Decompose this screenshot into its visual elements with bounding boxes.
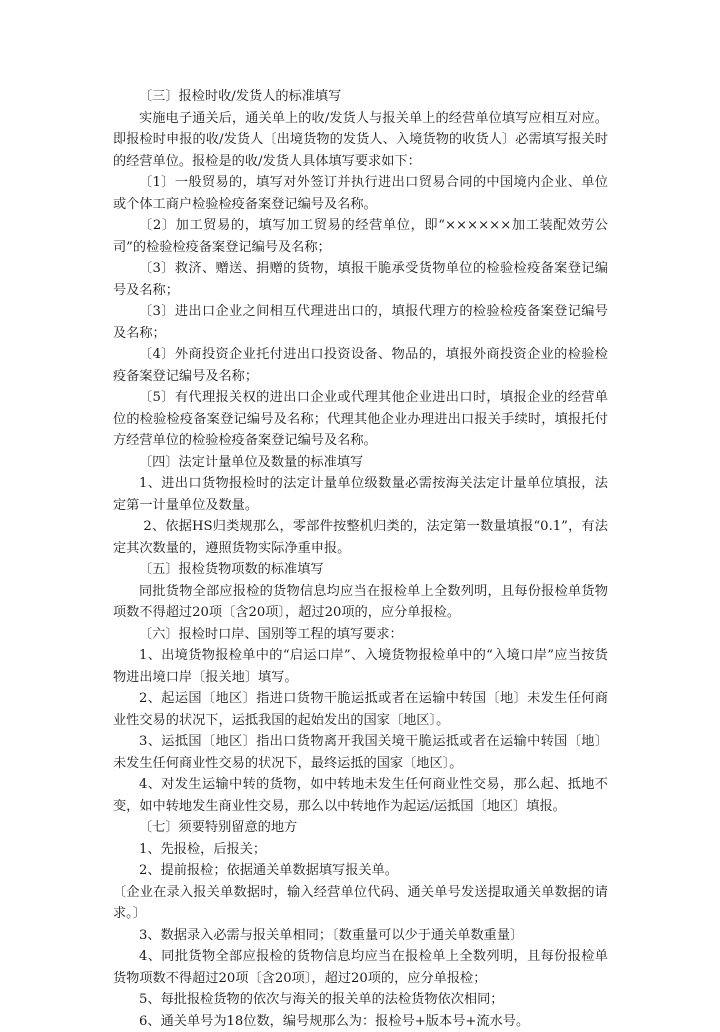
section-heading-5: 〔五〕报检货物项数的标准填写 [113,559,608,581]
list-item: 2、依据HS归类规那么，零部件按整机归类的，法定第一数量填报“0.1”，有法定其次数量的，遵照货物实际净重申报。 [113,516,608,559]
list-item: 〔3〕救济、赠送、捐赠的货物，填报干脆承受货物单位的检验检疫备案登记编号及名称； [113,258,608,301]
list-item: 〔3〕进出口企业之间相互代理进出口的，填报代理方的检验检疫备案登记编号及名称； [113,301,608,344]
list-item: 3、运抵国〔地区〕指出口货物离开我国关境干脆运抵或者在运输中转国〔地〕未发生任何商业性交易的状况下，最终运抵的国家〔地区〕。 [113,731,608,774]
note-paragraph: 〔企业在录入报关单数据时，输入经营单位代码、通关单号发送提取通关单数据的请求。〕 [113,882,608,925]
section-heading-6: 〔六〕报检时口岸、国别等工程的填写要求： [113,624,608,646]
section-heading-4: 〔四〕法定计量单位及数量的标准填写 [113,452,608,474]
paragraph: 同批货物全部应报检的货物信息均应当在报检单上全数列明，且每份报检单货物项数不得超过20项〔含20项〕，超过20项的，应分单报检。 [113,581,608,624]
list-item: 3、数据录入必需与报关单相同；〔数重量可以少于通关单数重量〕 [113,925,608,947]
list-item: 4、同批货物全部应报检的货物信息均应当在报检单上全数列明，且每份报检单货物项数不得超过20项〔含20项〕，超过20项的，应分单报检； [113,946,608,989]
section-heading-7: 〔七〕须要特别留意的地方 [113,817,608,839]
list-item: 1、出境货物报检单中的“启运口岸”、入境货物报检单中的“入境口岸”应当按货物进出境口岸〔报关地〕填写。 [113,645,608,688]
list-item: 4、对发生运输中转的货物，如中转地未发生任何商业性交易，那么起、抵地不变，如中转地发生商业性交易，那么以中转地作为起运/运抵国〔地区〕填报。 [113,774,608,817]
list-item: 1、进出口货物报检时的法定计量单位级数量必需按海关法定计量单位填报，法定第一计量单位及数量。 [113,473,608,516]
list-item: 〔1〕一般贸易的，填写对外签订并执行进出口贸易合同的中国境内企业、单位或个体工商户检验检疫备案登记编号及名称。 [113,172,608,215]
list-item: 1、先报检，后报关； [113,839,608,861]
list-item: 〔4〕外商投资企业托付进出口投资设备、物品的，填报外商投资企业的检验检疫备案登记编号及名称； [113,344,608,387]
list-item: 〔5〕有代理报关权的进出口企业或代理其他企业进出口时，填报企业的经营单位的检验检疫备案登记编号及名称；代理其他企业办理进出口报关手续时，填报托付方经营单位的检验检疫备案登记编号及名称。 [113,387,608,452]
document-body [113,86,608,1032]
list-item: 〔2〕加工贸易的，填写加工贸易的经营单位，即“××××××加工装配效劳公司”的检验检疫备案登记编号及名称； [113,215,608,258]
paragraph: 实施电子通关后，通关单上的收/发货人与报关单上的经营单位填写应相互对应。即报检时申报的收/发货人〔出境货物的发货人、入境货物的收货人〕必需填写报关时的经营单位。报检是的收/发货人具体填写要求如下： [113,108,608,173]
section-heading-3: 〔三〕报检时收/发货人的标准填写 [113,86,608,108]
list-item: 2、起运国〔地区〕指进口货物干脆运抵或者在运输中转国〔地〕未发生任何商业性交易的状况下，运抵我国的起始发出的国家〔地区〕。 [113,688,608,731]
list-item: 5、每批报检货物的依次与海关的报关单的法检货物依次相同； [113,989,608,1011]
list-item: 6、通关单号为18位数，编号规那么为：报检号+版本号+流水号。 [113,1011,608,1032]
list-item: 2、提前报检；依据通关单数据填写报关单。 [113,860,608,882]
